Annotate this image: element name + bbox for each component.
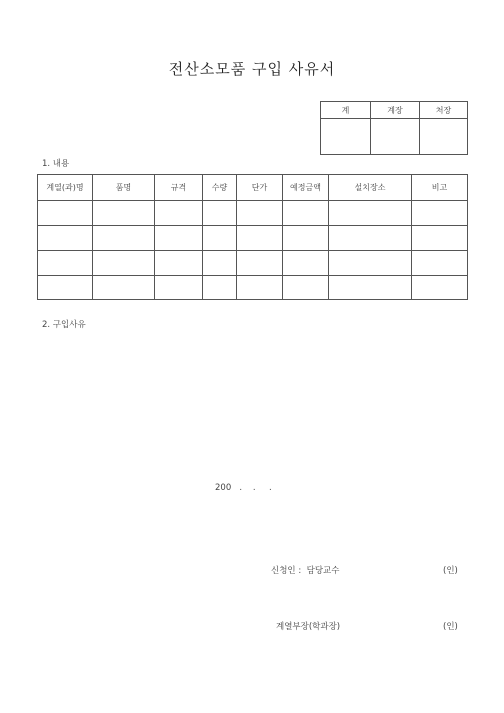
approval-sign-row xyxy=(321,119,468,155)
table-cell xyxy=(237,226,283,251)
table-cell xyxy=(412,251,468,276)
approval-sign-cell xyxy=(321,119,371,155)
table-cell xyxy=(38,201,93,226)
table-cell xyxy=(203,201,237,226)
document-title: 전산소모품 구입 사유서 xyxy=(168,60,336,78)
table-cell xyxy=(412,226,468,251)
table-header-cell: 수량 xyxy=(203,175,237,201)
table-header-cell: 비고 xyxy=(412,175,468,201)
table-header-cell: 단가 xyxy=(237,175,283,201)
department-head-seal: (인) xyxy=(443,622,458,632)
approval-table xyxy=(320,101,468,155)
applicant-label: 신청인 : 담당교수 xyxy=(271,566,340,576)
table-cell xyxy=(329,251,412,276)
table-cell xyxy=(155,276,203,300)
table-header-cell: 규격 xyxy=(155,175,203,201)
table-cell xyxy=(412,276,468,300)
table-cell xyxy=(93,251,155,276)
table-cell xyxy=(283,276,329,300)
table-cell xyxy=(283,226,329,251)
table-row xyxy=(38,226,468,251)
approval-sign-cell xyxy=(371,119,420,155)
table-cell xyxy=(155,226,203,251)
table-cell xyxy=(203,251,237,276)
table-header-cell: 설치장소 xyxy=(329,175,412,201)
table-cell xyxy=(93,226,155,251)
applicant-seal: (인) xyxy=(443,566,458,576)
table-cell xyxy=(412,201,468,226)
content-table xyxy=(37,174,468,300)
table-cell xyxy=(329,226,412,251)
table-row xyxy=(38,201,468,226)
table-cell xyxy=(329,201,412,226)
approval-header-cell: 처장 xyxy=(420,102,468,119)
table-cell xyxy=(93,276,155,300)
table-cell xyxy=(283,201,329,226)
table-cell xyxy=(203,226,237,251)
table-cell xyxy=(38,226,93,251)
table-cell xyxy=(237,201,283,226)
table-cell xyxy=(155,251,203,276)
table-header-row xyxy=(38,175,468,201)
table-cell xyxy=(329,276,412,300)
table-cell xyxy=(155,201,203,226)
approval-header-cell: 계장 xyxy=(371,102,420,119)
department-head-label: 계열부장(학과장) xyxy=(276,622,341,632)
table-cell xyxy=(283,251,329,276)
table-cell xyxy=(203,276,237,300)
date-line: 200 . . . xyxy=(215,483,272,493)
table-cell xyxy=(93,201,155,226)
section-1-label: 1. 내용 xyxy=(42,159,70,169)
table-header-cell: 계열(과)명 xyxy=(38,175,93,201)
section-2-label: 2. 구입사유 xyxy=(42,320,86,330)
table-cell xyxy=(237,276,283,300)
table-row xyxy=(38,276,468,300)
table-header-cell: 품명 xyxy=(93,175,155,201)
approval-header-row xyxy=(321,102,468,119)
table-row xyxy=(38,251,468,276)
approval-header-cell: 계 xyxy=(321,102,371,119)
table-cell xyxy=(237,251,283,276)
table-cell xyxy=(38,251,93,276)
approval-sign-cell xyxy=(420,119,468,155)
table-header-cell: 예정금액 xyxy=(283,175,329,201)
table-cell xyxy=(38,276,93,300)
